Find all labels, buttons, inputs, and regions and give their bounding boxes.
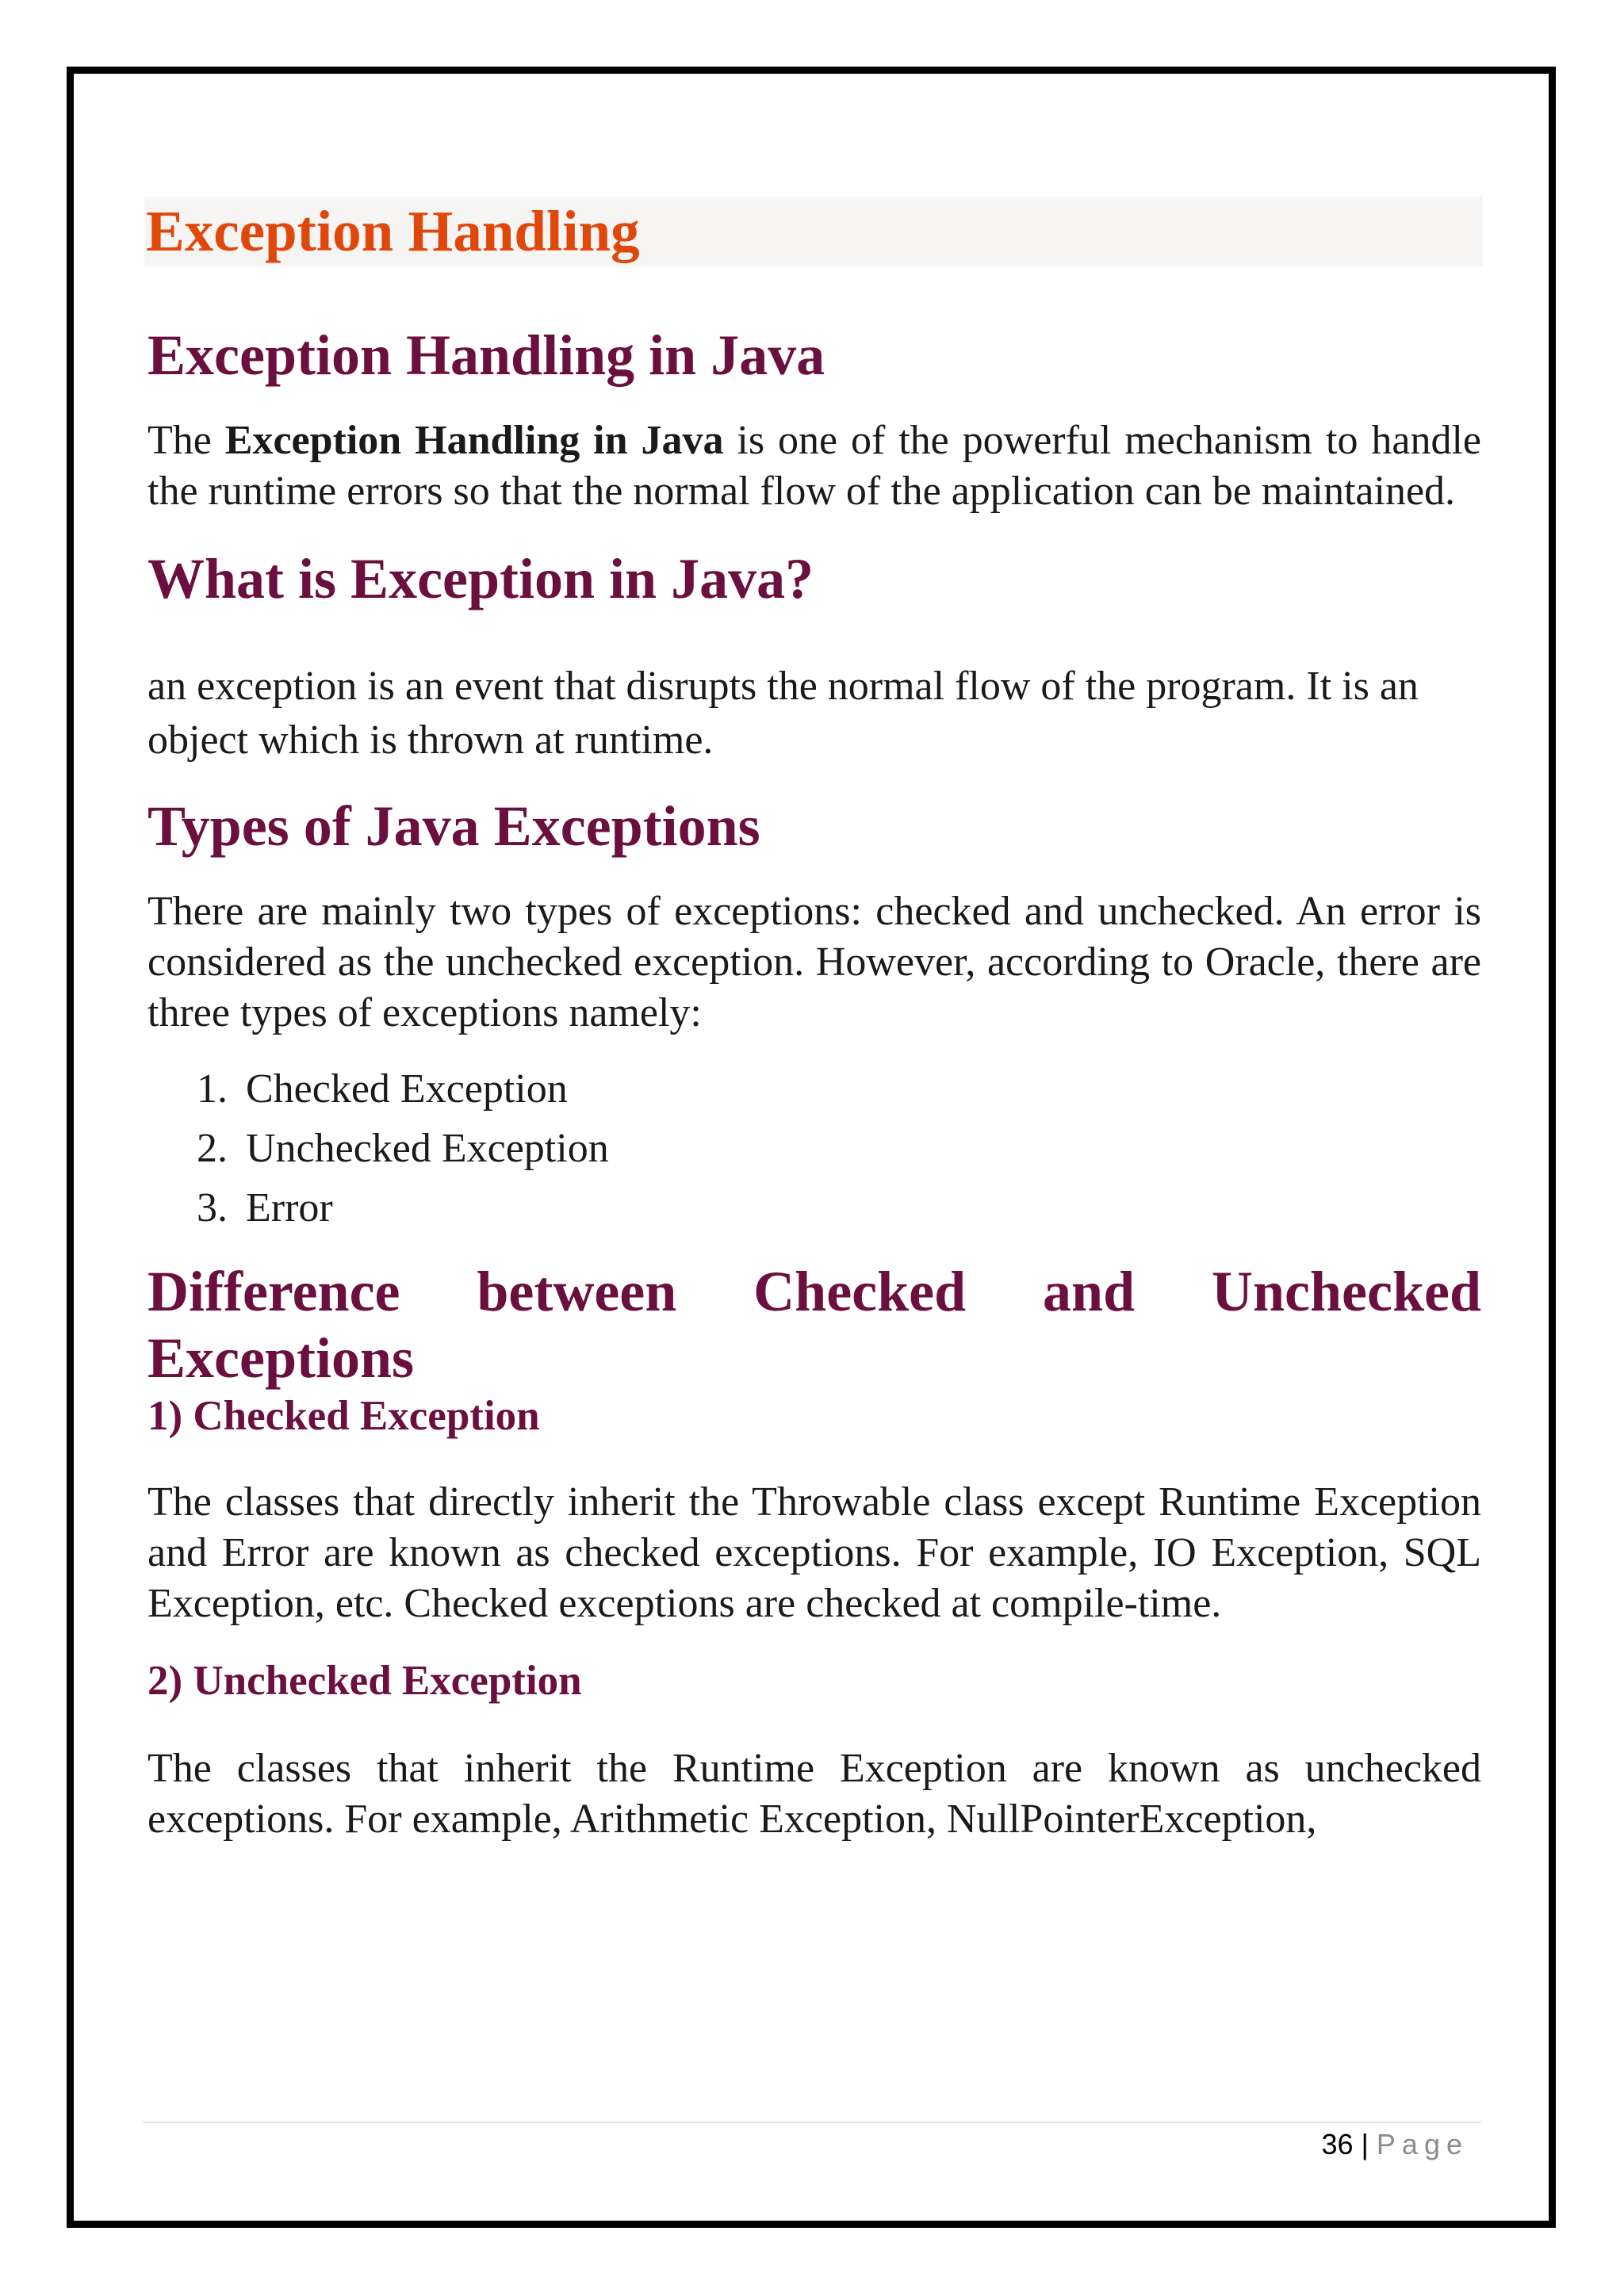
list-item-label: Error (246, 1185, 333, 1230)
list-item-label: Unchecked Exception (246, 1126, 609, 1171)
list-item (147, 1059, 1481, 1119)
subheading-unchecked-exception: 2) Unchecked Exception (147, 1658, 582, 1704)
intro-text-post: is one of the powerful mechanism to handle the runtime errors so that the normal flow of the application can be maintained. (147, 418, 1482, 514)
page-separator: | (1361, 2128, 1369, 2160)
intro-text-pre: The (147, 418, 225, 463)
footer-divider (143, 2122, 1481, 2123)
list-item (147, 1178, 1481, 1238)
page-label: Page (1376, 2128, 1469, 2160)
page-content (147, 197, 1481, 1845)
chapter-title: Exception Handling (146, 199, 640, 263)
page-number: 36 (1321, 2128, 1354, 2160)
heading-types-of-exceptions: Types of Java Exceptions (147, 794, 760, 858)
chapter-title-bar (144, 197, 1483, 266)
list-item (147, 1119, 1481, 1178)
list-item-label: Checked Exception (246, 1066, 568, 1112)
unchecked-paragraph: The classes that inherit the Runtime Exception are known as unchecked exceptions. For example, Arithmetic Exception, NullPointerException, (147, 1746, 1481, 1842)
list-item-number: 3. (197, 1185, 228, 1230)
heading-difference: Difference between Checked and Unchecked Exceptions (147, 1260, 1481, 1390)
page-footer (1321, 2128, 1469, 2161)
intro-text-bold: Exception Handling in Java (224, 418, 724, 463)
checked-paragraph: The classes that directly inherit the Throwable class except Runtime Exception and Error are known as checked exceptions. For example, IO Exception, SQL Exception, etc. Checked exceptions are checked at compile-time. (147, 1479, 1481, 1626)
intro-paragraph (147, 415, 1481, 517)
what-paragraph: an exception is an event that disrupts the normal flow of the program. It is an object which is thrown at runtime. (147, 664, 1419, 763)
heading-exception-handling-in-java: Exception Handling in Java (147, 323, 825, 387)
exception-types-list (147, 1059, 1481, 1238)
heading-what-is-exception: What is Exception in Java? (147, 547, 814, 610)
types-paragraph: There are mainly two types of exceptions: checked and unchecked. An error is considered as the unchecked exception. However, according to Oracle, there are three types of exceptions namely: (147, 889, 1481, 1035)
list-item-number: 2. (197, 1126, 228, 1171)
list-item-number: 1. (197, 1066, 228, 1112)
subheading-checked-exception: 1) Checked Exception (147, 1393, 540, 1439)
